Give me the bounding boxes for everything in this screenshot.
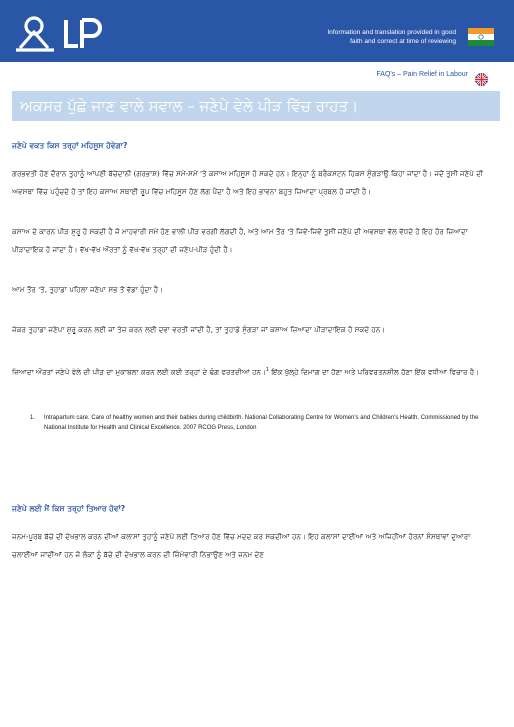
uk-flag-icon[interactable] bbox=[475, 73, 488, 86]
main-content bbox=[12, 140, 496, 572]
sub-header bbox=[0, 62, 514, 86]
page-title: ਅਕਸਰ ਪੁੱਛੇ ਜਾਣ ਵਾਲੇ ਸਵਾਲ – ਜਣੇਪੇ ਵੇਲੇ ਪੀੜ ਵਿੱਚ ਰਾਹਤ। bbox=[20, 97, 359, 115]
translation-notice-line2: faith and correct at time of reviewing bbox=[350, 38, 456, 45]
translation-notice-line1: Information and translation provided in good bbox=[327, 29, 456, 36]
paragraph: ਜੇਕਰ ਤੁਹਾਡਾ ਜਣੇਪਾ ਸ਼ੁਰੂ ਕਰਨ ਲਈ ਜਾਂ ਤੇਜ਼ ਕਰਨ ਲਈ ਦਵਾ ਵਰਤੀ ਜਾਂਦੀ ਹੈ, ਤਾਂ ਤੁਹਾਡੇ ਸੁੰਗੜਾ ਜਾਂ ਕਸਾਅ ਜ਼ਿਆਦਾ ਪੀੜਾਦਾਇਕ ਹੋ ਸਕਦੇ ਹਨ। bbox=[12, 325, 386, 334]
paragraph: ਗਰਭਵਤੀ ਹੋਣ ਦੌਰਾਨ ਤੁਹਾਨੂੰ ਆਪਣੀ ਬੱਚੇਦਾਨੀ (ਗਰਭਾਸ਼) ਵਿੱਚ ਸਮੇਂ-ਸਮੇਂ 'ਤੇ ਕਸਾਅ ਮਹਿਸੂਸ ਹੋ ਸਕਦੇ ਹਨ। ਇਨ੍ਹਾਂ ਨੂੰ ਬਰੈਕਸਟਨ ਹਿਕਸ ਸੁੰਗੜਾਉ ਕਿਹਾ ਜਾਂਦਾ ਹੈ। ਜਦੋਂ ਤੁਸੀਂ ਜਣੇਪੇ ਦੀ ਅਵਸਥਾ ਵਿੱਚ ਪਹੁੰਚਦੇ ਹੋ ਤਾਂ ਇਹ ਕਸਾਅ ਸਥਾਈ ਰੂਪ ਵਿੱਚ ਮਹਿਸੂਸ ਹੋਣ ਲੱਗ ਪੈਂਦਾ ਹੈ ਅਤੇ ਇਹ ਭਾਵਨਾ ਬਹੁਤ ਜ਼ਿਆਦਾ ਪ੍ਰਬਲ ਹੋ ਜਾਂਦੀ ਹੈ। bbox=[12, 169, 484, 196]
paragraph-text-continued: ਇੱਕ ਖੁੱਲ੍ਹੇ ਦਿਮਾਗ ਦਾ ਹੋਣਾ ਅਤੇ ਪਰਿਵਰਤਨਸ਼ੀਲ ਹੋਣਾ ਇੱਕ ਵਧੀਆ ਵਿਚਾਰ ਹੈ। bbox=[269, 367, 480, 377]
paragraph-with-footnote bbox=[12, 361, 496, 381]
paragraph: ਆਮ ਤੌਰ 'ਤੇ, ਤੁਹਾਡਾ ਪਹਿਲਾ ਜਣੇਪਾ ਸਭ ਤੋਂ ਵੱਡਾ ਹੁੰਦਾ ਹੈ। bbox=[12, 285, 163, 294]
question-heading: ਜਣੇਪੇ ਵਕਤ ਕਿਸ ਤਰ੍ਹਾਂ ਮਹਿਸੂਸ ਹੋਵੇਗਾ? bbox=[12, 141, 128, 150]
paragraph: ਕਸਾਅ ਦੇ ਕਾਰਨ ਪੀੜ ਸ਼ੁਰੂ ਹੋ ਸਕਦੀ ਹੈ ਜੋ ਮਾਹਵਾਰੀ ਸਮੇਂ ਹੋਣ ਵਾਲੀ ਪੀੜ ਵਰਗੀ ਲੱਗਦੀ ਹੈ, ਅਤੇ ਆਮ ਤੌਰ 'ਤੇ ਜਿਵੇਂ-ਜਿਵੇਂ ਤੁਸੀਂ ਜਣੇਪੇ ਦੀ ਅਵਸਥਾ ਵੱਲ ਵੱਧਦੇ ਹੋ ਇਹ ਹੋਰ ਜ਼ਿਆਦਾ ਪੀੜਾਦਾਇਕ ਹੋ ਜਾਂਦਾ ਹੈ। ਵੱਖ-ਵੱਖ ਔਰਤਾਂ ਨੂੰ ਵੱਖ-ਵੱਖ ਤਰ੍ਹਾਂ ਦੀ ਜਣੇਪ-ਪੀੜ ਹੁੰਦੀ ਹੈ। bbox=[12, 227, 468, 254]
page-header bbox=[0, 0, 514, 62]
india-flag-icon[interactable] bbox=[468, 28, 494, 46]
breadcrumb: FAQ's – Pain Relief in Labour bbox=[376, 71, 468, 78]
footnote bbox=[30, 413, 496, 433]
title-band bbox=[12, 91, 500, 121]
footnote-reference[interactable]: 1 bbox=[265, 367, 270, 373]
translation-notice bbox=[236, 28, 456, 46]
app-logo-icon bbox=[14, 14, 104, 54]
paragraph-text: ਜ਼ਿਆਦਾ ਔਰਤਾਂ ਜਣੇਪੇ ਵੇਲੇ ਦੀ ਪੀੜ ਦਾ ਮੁਕਾਬਲਾ ਕਰਨ ਲਈ ਕਈ ਤਰ੍ਹਾਂ ਦੇ ਢੰਗ ਵਰਤਦੀਆਂ ਹਨ। bbox=[12, 367, 266, 377]
paragraph: ਜਨਮ-ਪੂਰਬ ਬੱਚੇ ਦੀ ਦੇਖਭਾਲ ਕਰਨ ਦੀਆਂ ਕਲਾਸਾਂ ਤੁਹਾਨੂੰ ਜਣੇਪੇ ਲਈ ਤਿਆਰ ਹੋਣ ਵਿੱਚ ਮਦਦ ਕਰ ਸਕਦੀਆਂ ਹਨ। ਇਹ ਕਲਾਸਾਂ ਦਾਈਆਂ ਅਤੇ ਅਜਿਹੀਆਂ ਹੋਰਨਾਂ ਸੰਸਥਾਵਾਂ ਦੁਆਰਾ ਚਲਾਈਆਂ ਜਾਂਦੀਆਂ ਹਨ ਜੋ ਲੋਕਾਂ ਨੂੰ ਬੱਚੇ ਦੀ ਦੇਖਭਾਲ ਕਰਨ ਦੀ ਜ਼ਿੰਮੇਵਾਰੀ ਨਿਭਾਉਣ ਅਤੇ ਜਨਮ ਦੇਣ bbox=[12, 532, 471, 560]
footnote-number: 1. bbox=[30, 415, 36, 422]
question-heading: ਜਣੇਪੇ ਲਈ ਮੈਂ ਕਿਸ ਤਰ੍ਹਾਂ ਤਿਆਰ ਹੋਵਾਂ? bbox=[12, 504, 126, 514]
footnote-text: Intrapartum care. Care of healthy women and their babies during childbirth. National Collaborating Centre for Women's and Children's Health. Commissioned by the National Institute for Health and Clinical Excellence. 2007 RCOG Press, London bbox=[44, 415, 479, 432]
